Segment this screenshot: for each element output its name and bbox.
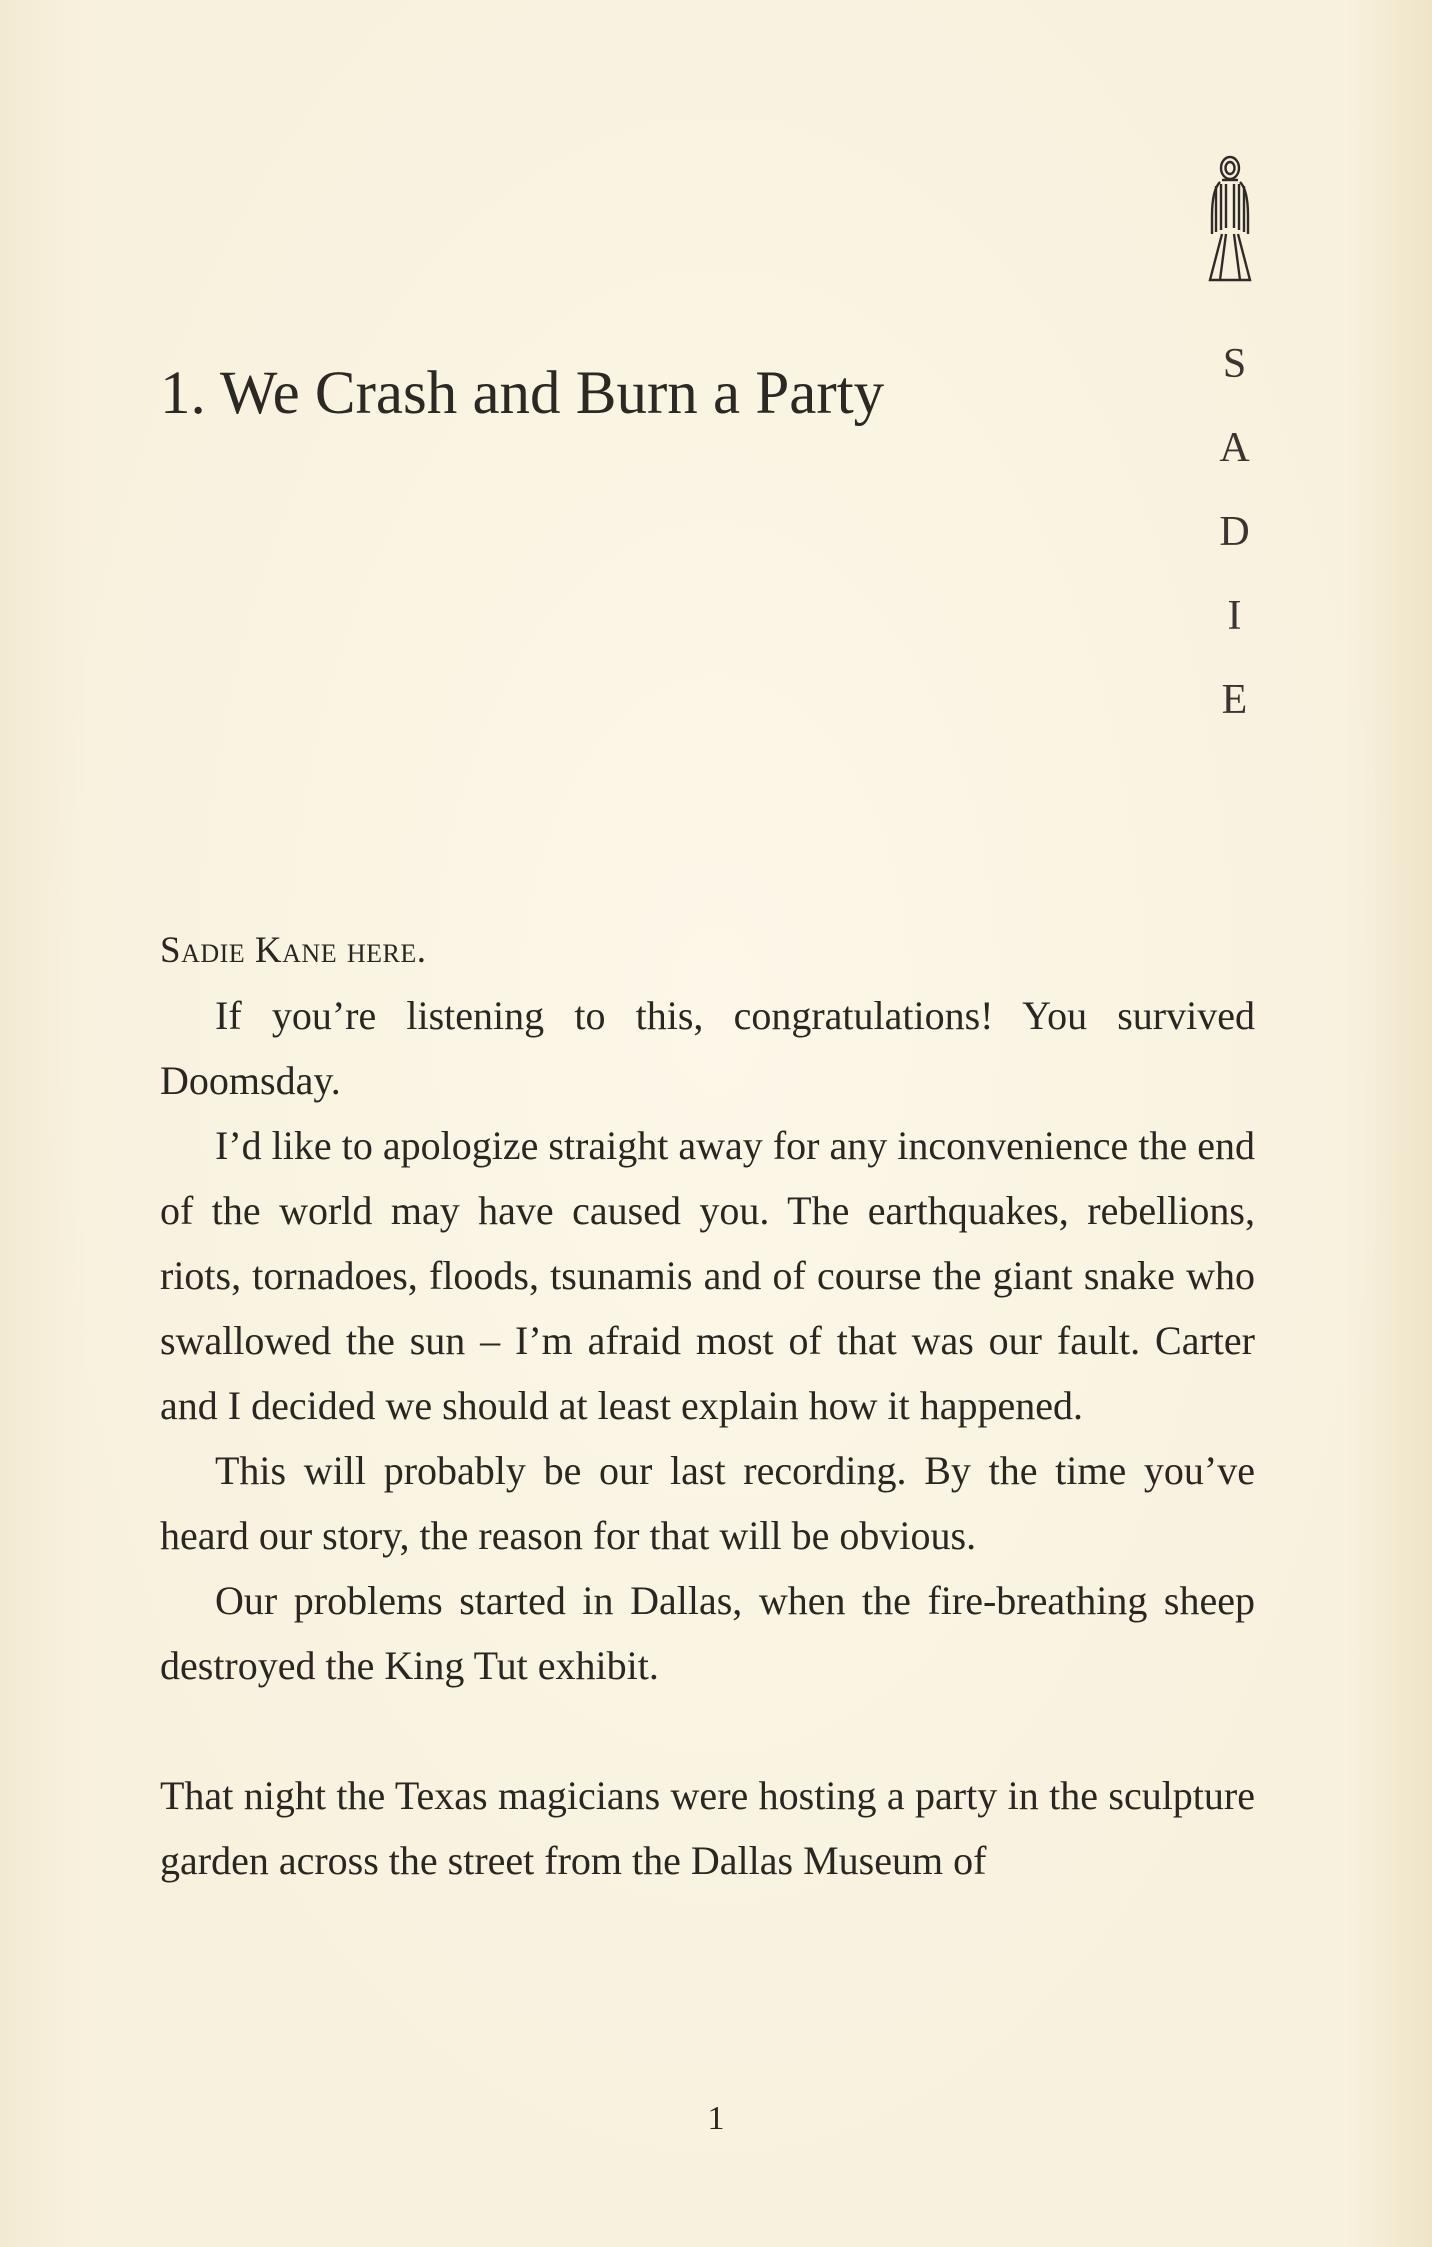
page-number: 1 (707, 2100, 725, 2137)
chapter-title: 1. We Crash and Burn a Party (160, 360, 885, 427)
sidebar-letter: I (1227, 593, 1243, 639)
sidebar-letter: D (1219, 509, 1251, 555)
sadie-figure-icon (1200, 154, 1260, 284)
sidebar-letter: E (1221, 677, 1249, 723)
opening-line: Sadie Kane here. (160, 930, 427, 971)
chapter-body (160, 918, 1255, 1893)
sidebar-letter: A (1219, 425, 1251, 471)
paragraph: This will probably be our last recording. By the time you’ve heard our story, the reason for that will be obvious. (160, 1448, 1255, 1558)
show-through-text (150, 150, 1250, 215)
paragraph: Our problems started in Dallas, when the fire-breathing sheep destroyed the King Tut exhibit. (160, 1578, 1255, 1688)
narrator-sidebar (1205, 322, 1265, 742)
paragraph-after-break: That night the Texas magicians were hosting a party in the sculpture garden across the street from the Dallas Museum of (160, 1773, 1255, 1883)
sidebar-letter: S (1222, 341, 1248, 387)
paragraph: If you’re listening to this, congratulations! You survived Doomsday. (160, 993, 1255, 1103)
paragraph: I’d like to apologize straight away for any inconvenience the end of the world may have caused you. The earthquakes, rebellions, riots, tornadoes, floods, tsunamis and of course the giant snake who swallowed the sun – I’m afraid most of that was our fault. Carter and I decided we should at least explain how it happened. (160, 1123, 1255, 1428)
